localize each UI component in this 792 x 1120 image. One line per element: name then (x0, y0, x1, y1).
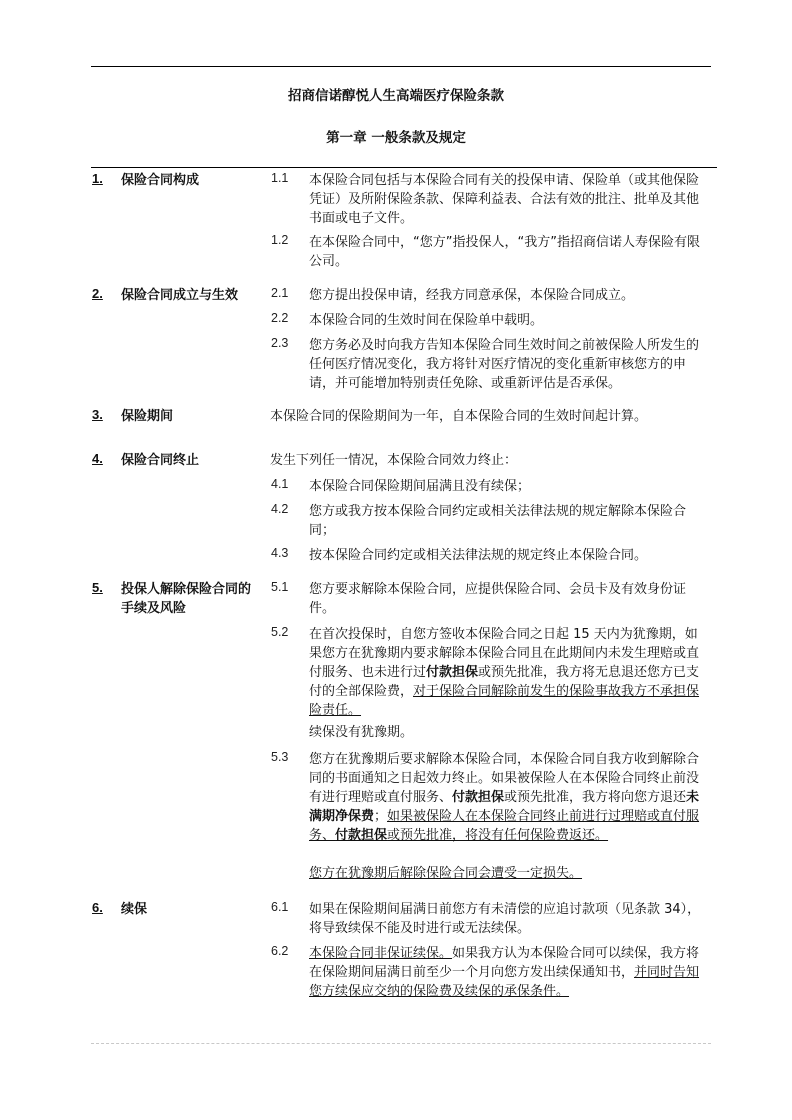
bold-term: 付款担保 (426, 665, 479, 680)
section-number: 3. (92, 407, 103, 422)
section-intro: 发生下列任一情况，本保险合同效力终止： (270, 453, 518, 468)
section-text: 本保险合同的保险期间为一年，自本保险合同的生效时间起计算。 (270, 409, 648, 424)
section-title: 投保人解除保险合同的手续及风险 (121, 582, 252, 616)
document-title: 招商信诺醇悦人生高端医疗保险条款 (288, 88, 504, 104)
clause-text: 您方务必及时向我方告知本保险合同生效时间之前被保险人所发生的任何医疗情况变化，我方将针对医疗情况的变化重新审核您方的申请，并可能增加特别责任免除、或重新评估是否承保。 (309, 338, 700, 391)
clause-text (309, 944, 703, 1001)
bold-term: 付款担保 (452, 790, 505, 805)
clause-number: 2.1 (271, 286, 289, 300)
clause-note: 您方在犹豫期后解除保险合同会遭受一定损失。 (309, 866, 583, 881)
chapter-heading: 第一章 一般条款及规定 (326, 130, 466, 146)
clause-text-part: ； (374, 809, 388, 824)
section-title: 保险合同终止 (121, 453, 200, 468)
clause-number: 6.2 (271, 944, 289, 958)
table-rule (91, 167, 717, 168)
clause-text: 您方提出投保申请，经我方同意承保，本保险合同成立。 (309, 288, 635, 303)
section-title: 保险期间 (121, 409, 174, 424)
clause-number: 5.3 (271, 750, 289, 764)
clause-text: 在本保险合同中，“您方”指投保人，“我方”指招商信诺人寿保险有限公司。 (309, 235, 700, 269)
clause-text-part: 在首次投保时，自您方签收本保险合同之日起 15 天内为犹豫期，如果您方在犹豫期内要求解除本保险合同且在此期间内未发生理赔或直付服务、也未进行过 (309, 627, 700, 680)
clause-number: 5.1 (271, 580, 289, 594)
underlined-text: 并同时告知您方续保应交纳的保险费及续保的承保条件。 (309, 965, 700, 999)
section-number: 4. (92, 451, 103, 466)
bold-underlined-term: 付款担保 (335, 828, 388, 843)
underlined-text: 本保险合同非保证续保。 (309, 946, 453, 961)
underlined-text: 对于保险合同解除前发生的保险事故我方不承担保险责任。 (309, 684, 700, 718)
clause-number: 2.3 (271, 336, 289, 350)
clause-text: 按本保险合同约定或相关法律法规的规定终止本保险合同。 (309, 548, 648, 563)
section-number: 1. (92, 171, 103, 186)
section-title: 保险合同成立与生效 (121, 288, 239, 303)
clause-text (309, 625, 703, 720)
underlined-text: 如果被保险人在本保险合同终止前进行过理赔或直付服务、 (309, 809, 700, 843)
clause-number: 1.1 (271, 171, 289, 185)
section-number: 6. (92, 900, 103, 915)
clause-number: 6.1 (271, 900, 289, 914)
bold-term: 未满期净保费 (309, 790, 700, 824)
clause-text-part: 您方在犹豫期后要求解除本保险合同，本保险合同自我方收到解除合同的书面通知之日起效力终止。如果被保险人在本保险合同终止前没有进行理赔或直付服务、 (309, 752, 700, 805)
clause-text: 本保险合同包括与本保险合同有关的投保申请、保险单（或其他保险凭证）及所附保险条款、保障利益表、合法有效的批注、批单及其他书面或电子文件。 (309, 173, 700, 226)
clause-text: 本保险合同保险期间届满且没有续保； (309, 479, 531, 494)
clause-number: 2.2 (271, 311, 289, 325)
section-number: 5. (92, 580, 103, 595)
section-number: 2. (92, 286, 103, 301)
clause-note: 续保没有犹豫期。 (309, 725, 414, 740)
footer-rule (91, 1043, 711, 1044)
clause-text: 您方或我方按本保险合同约定或相关法律法规的规定解除本保险合同； (309, 504, 687, 538)
top-rule (91, 66, 711, 67)
clause-number: 5.2 (271, 625, 289, 639)
clause-number: 4.1 (271, 477, 289, 491)
clause-text-part: 如果我方认为本保险合同可以续保，我方将在保险期间届满日前至少一个月向您方发出续保通知书， (309, 946, 700, 980)
clause-text (309, 750, 703, 845)
clause-text: 您方要求解除本保险合同，应提供保险合同、会员卡及有效身份证件。 (309, 582, 687, 616)
clause-number: 4.3 (271, 546, 289, 560)
clause-text: 如果在保险期间届满日前您方有未清偿的应追讨款项（见条款 34），将导致续保不能及时进行或无法续保。 (309, 902, 701, 936)
clause-text-part: 或预先批准，我方将无息退还您方已支付的全部保险费， (309, 665, 700, 699)
section-title: 续保 (121, 902, 148, 917)
underlined-text: 或预先批准，将没有任何保险费返还。 (387, 828, 609, 843)
section-title: 保险合同构成 (121, 173, 200, 188)
clause-number: 1.2 (271, 233, 289, 247)
clause-text-part: 或预先批准，我方将向您方退还 (504, 790, 687, 805)
clause-number: 4.2 (271, 502, 289, 516)
clause-text: 本保险合同的生效时间在保险单中载明。 (309, 313, 544, 328)
